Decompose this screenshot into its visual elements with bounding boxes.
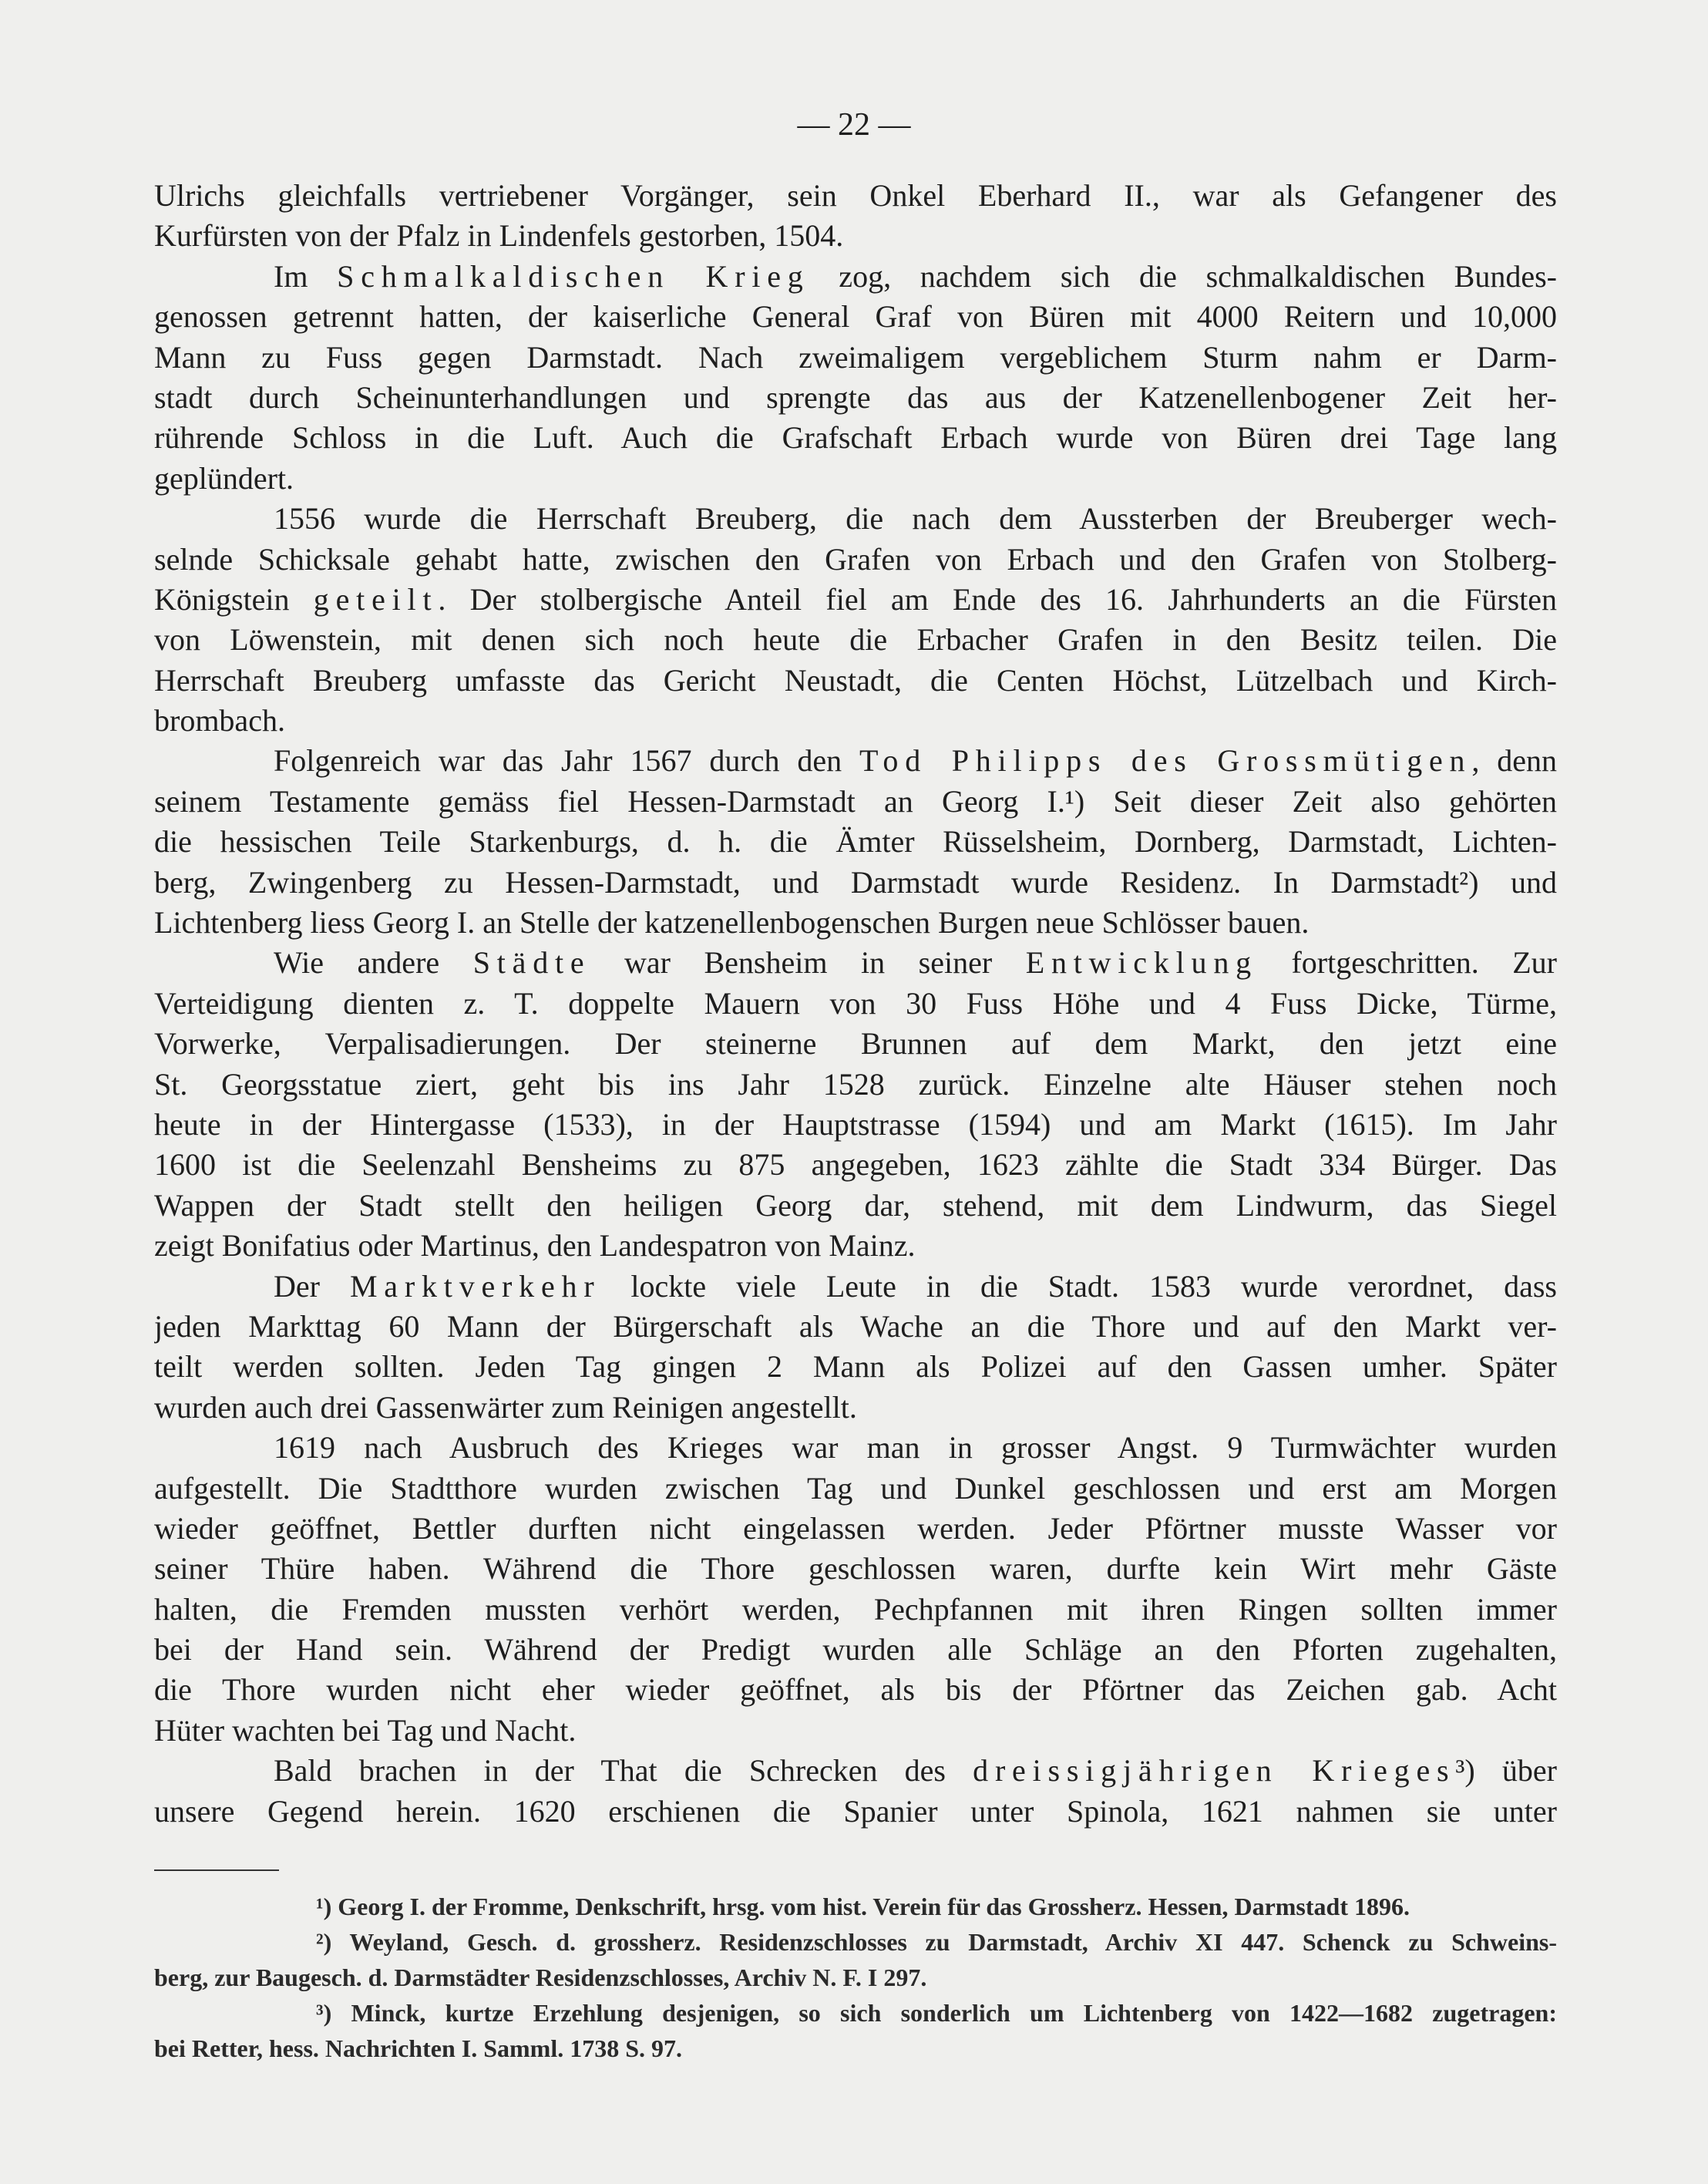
spaced-emphasis: dreissigjährigen Krieges <box>973 1753 1456 1789</box>
text-segment: . Der stolbergische Anteil fiel am Ende des 16. Jahrhunderts an die Fürsten <box>438 581 1557 617</box>
text-segment: bei der Hand sein. Während der Predigt wurden alle Schläge an den Pforten zugehalten, <box>154 1632 1557 1667</box>
text-segment: genossen getrennt hatten, der kaiserliche General Graf von Büren mit 4000 Reitern und 10,000 <box>154 299 1557 335</box>
text-line <box>154 822 1557 862</box>
footnote-line: ¹) Georg I. der Fromme, Denkschrift, hrsg. vom hist. Verein für das Grossherz. Hessen, Darmstadt 1896. <box>316 1893 1410 1920</box>
text-segment: Im <box>274 258 338 294</box>
footnote-separator <box>154 1869 279 1871</box>
text-line <box>154 943 1557 983</box>
text-segment: Lichtenberg liess Georg I. an Stelle der katzenellenbogenschen Burgen neue Schlösser bauen. <box>154 905 1310 941</box>
text-segment: Mann zu Fuss gegen Darmstadt. Nach zweimaligem vergeblichem Sturm nahm er Darm- <box>154 339 1557 375</box>
footnote-line: ²) Weyland, Gesch. d. grossherz. Residenzschlosses zu Darmstadt, Archiv XI 447. Schenck zu Schweins- <box>316 1928 1557 1956</box>
text-line <box>154 1630 1557 1670</box>
paragraph <box>154 1751 1557 1832</box>
text-segment: berg, Zwingenberg zu Hessen-Darmstadt, und Darmstadt wurde Residenz. In Darmstadt²) und <box>154 864 1557 900</box>
text-segment: 1619 nach Ausbruch des Krieges war man in grosser Angst. 9 Turmwächter wurden <box>274 1430 1557 1466</box>
spaced-emphasis: Städte <box>472 945 591 981</box>
paragraph <box>154 1267 1557 1429</box>
footnote-line: bei Retter, hess. Nachrichten I. Samml. 1738 S. 97. <box>154 2034 682 2062</box>
text-segment: aufgestellt. Die Stadtthore wurden zwischen Tag und Dunkel geschlossen und erst am Morgen <box>154 1470 1557 1506</box>
text-segment: wieder geöffnet, Bettler durften nicht eingelassen werden. Jeder Pförtner musste Wasser vor <box>154 1510 1557 1546</box>
text-line <box>154 1792 1557 1832</box>
text-segment: Wie andere <box>274 945 473 981</box>
text-segment: rührende Schloss in die Luft. Auch die Grafschaft Erbach wurde von Büren drei Tage lang <box>154 420 1557 456</box>
text-segment: seiner Thüre haben. Während die Thore geschlossen waren, durfte kein Wirt mehr Gäste <box>154 1551 1557 1587</box>
text-line <box>154 1509 1557 1549</box>
text-segment: Ulrichs gleichfalls vertriebener Vorgänger, sein Onkel Eberhard II., war als Gefangener des <box>154 178 1557 213</box>
text-segment: teilt werden sollten. Jeden Tag gingen 2 Mann als Polizei auf den Gassen umher. Später <box>154 1349 1557 1385</box>
text-line <box>154 418 1557 458</box>
body-text <box>154 176 1557 1832</box>
text-segment: zog, nachdem sich die schmalkaldischen Bundes- <box>809 258 1557 294</box>
text-segment: halten, die Fremden mussten verhört werden, Pechpfannen mit ihren Ringen sollten immer <box>154 1591 1557 1627</box>
spaced-emphasis: geteilt <box>313 581 439 617</box>
text-segment: , denn <box>1471 743 1557 779</box>
paragraph <box>154 943 1557 1266</box>
footnotes <box>154 1889 1557 2066</box>
text-line <box>154 1024 1557 1064</box>
text-line <box>154 1347 1557 1387</box>
footnote-line: berg, zur Baugesch. d. Darmstädter Residenzschlosses, Archiv N. F. I 297. <box>154 1964 927 1991</box>
text-segment: heute in der Hintergasse (1533), in der Hauptstrasse (1594) und am Markt (1615). Im Jahr <box>154 1106 1557 1142</box>
text-line <box>154 661 1557 701</box>
spaced-emphasis: Tod Philipps des Grossmütigen <box>859 743 1472 779</box>
text-segment: St. Georgsstatue ziert, geht bis ins Jahr 1528 zurück. Einzelne alte Häuser stehen noch <box>154 1066 1557 1102</box>
text-line <box>154 459 1557 499</box>
text-segment: 1600 ist die Seelenzahl Bensheims zu 875 angegeben, 1623 zählte die Stadt 334 Bürger. Das <box>154 1147 1557 1183</box>
text-line <box>154 176 1557 216</box>
text-segment: Verteidigung dienten z. T. doppelte Mauern von 30 Fuss Höhe und 4 Fuss Dicke, Türme, <box>154 985 1557 1021</box>
paragraph <box>154 257 1557 499</box>
text-segment: war Bensheim in seiner <box>590 945 1026 981</box>
text-segment: brombach. <box>154 703 285 739</box>
text-segment: Der <box>274 1268 350 1304</box>
text-segment: Folgenreich war das Jahr 1567 durch den <box>274 743 859 779</box>
text-line <box>154 540 1557 580</box>
spaced-emphasis: Marktverkehr <box>349 1268 601 1304</box>
text-line <box>154 1751 1557 1791</box>
text-segment: fortgeschritten. Zur <box>1257 945 1557 981</box>
text-line <box>154 580 1557 620</box>
text-line <box>154 1590 1557 1630</box>
paragraph <box>154 176 1557 257</box>
text-line <box>154 1549 1557 1589</box>
text-segment: lockte viele Leute in die Stadt. 1583 wurde verordnet, dass <box>600 1268 1557 1304</box>
text-segment: die hessischen Teile Starkenburgs, d. h. die Ämter Rüsselsheim, Dornberg, Darmstadt, Lichten- <box>154 824 1557 860</box>
spaced-emphasis: Entwicklung <box>1025 945 1258 981</box>
text-segment: 1556 wurde die Herrschaft Breuberg, die nach dem Aussterben der Breuberger wech- <box>274 501 1557 537</box>
text-segment: von Löwenstein, mit denen sich noch heute die Erbacher Grafen in den Besitz teilen. Die <box>154 622 1557 658</box>
text-line <box>154 1711 1557 1751</box>
footnote <box>154 1924 1557 1995</box>
text-line <box>154 1226 1557 1266</box>
text-line <box>154 1670 1557 1710</box>
footnote <box>154 1995 1557 2066</box>
text-line <box>154 1428 1557 1468</box>
footnote-line: ³) Minck, kurtze Erzehlung desjenigen, so sich sonderlich um Lichtenberg von 1422—1682 zugetragen: <box>316 1999 1557 2027</box>
text-line <box>154 1065 1557 1105</box>
text-segment: Wappen der Stadt stellt den heiligen Georg dar, stehend, mit dem Lindwurm, das Siegel <box>154 1187 1557 1223</box>
text-segment: Vorwerke, Verpalisadierungen. Der steinerne Brunnen auf dem Markt, den jetzt eine <box>154 1026 1557 1062</box>
text-segment: zeigt Bonifatius oder Martinus, den Landespatron von Mainz. <box>154 1228 916 1264</box>
spaced-emphasis: Schmalkaldischen Krieg <box>337 258 810 294</box>
page-number: — 22 — <box>797 107 911 143</box>
footnote <box>154 1889 1557 1924</box>
text-line <box>154 338 1557 378</box>
paragraph <box>154 741 1557 943</box>
text-segment: stadt durch Scheinunterhandlungen und sprengte das aus der Katzenellenbogener Zeit her- <box>154 379 1557 415</box>
text-segment: Königstein <box>154 581 314 617</box>
text-segment: selnde Schicksale gehabt hatte, zwischen den Grafen von Erbach und den Grafen von Stolberg- <box>154 541 1557 577</box>
text-line <box>154 1186 1557 1226</box>
paragraph <box>154 1428 1557 1751</box>
text-line <box>154 1145 1557 1185</box>
paragraph <box>154 499 1557 741</box>
text-segment: seinem Testamente gemäss fiel Hessen-Darmstadt an Georg I.¹) Seit dieser Zeit also gehörten <box>154 783 1557 819</box>
text-line <box>154 701 1557 741</box>
text-segment: ³) über <box>1455 1753 1557 1789</box>
text-line <box>154 1307 1557 1347</box>
text-line <box>154 1469 1557 1509</box>
text-line <box>154 1267 1557 1307</box>
text-segment: geplündert. <box>154 460 294 496</box>
text-line <box>154 499 1557 539</box>
text-line <box>154 257 1557 297</box>
text-line <box>154 216 1557 256</box>
text-line <box>154 741 1557 781</box>
text-segment: Kurfürsten von der Pfalz in Lindenfels gestorben, 1504. <box>154 218 844 254</box>
text-line <box>154 378 1557 418</box>
text-line <box>154 782 1557 822</box>
text-line <box>154 1388 1557 1428</box>
text-line <box>154 984 1557 1024</box>
text-segment: die Thore wurden nicht eher wieder geöffnet, als bis der Pförtner das Zeichen gab. Acht <box>154 1672 1557 1708</box>
text-segment: unsere Gegend herein. 1620 erschienen die Spanier unter Spinola, 1621 nahmen sie unter <box>154 1793 1557 1829</box>
text-segment: wurden auch drei Gassenwärter zum Reinigen angestellt. <box>154 1389 857 1425</box>
text-line <box>154 297 1557 337</box>
text-segment: Herrschaft Breuberg umfasste das Gericht Neustadt, die Centen Höchst, Lützelbach und Kirch- <box>154 662 1557 698</box>
text-segment: Hüter wachten bei Tag und Nacht. <box>154 1712 577 1748</box>
text-line <box>154 620 1557 660</box>
text-line <box>154 1105 1557 1145</box>
text-segment: Bald brachen in der That die Schrecken des <box>274 1753 973 1789</box>
text-line <box>154 863 1557 903</box>
text-line <box>154 903 1557 943</box>
text-segment: jeden Markttag 60 Mann der Bürgerschaft als Wache an die Thore und auf den Markt ver- <box>154 1308 1557 1344</box>
